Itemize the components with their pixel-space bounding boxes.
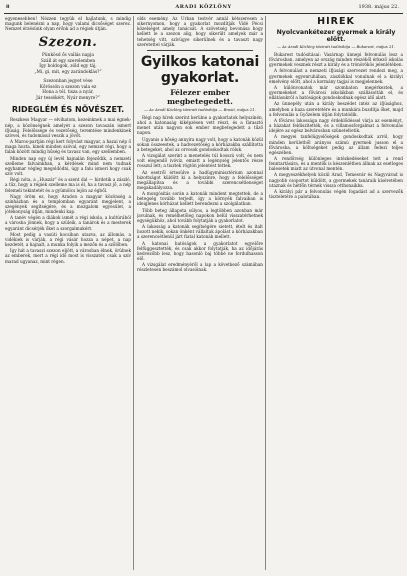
article-paragraph: Régi nap hírek szerint kerülne a gyakorlatok helyszínén, ahol a katonaság kiképzésen vett részt, és a fárasztó menet után nagyon sok ember megbetegedett a tűző napon.	[137, 114, 263, 136]
article-paragraph: Most pedig a vasúti kocsiban utazva, az állomás, a vidékiek is várják, a régi vásár hozza a népet, a nap kezdetét, a hajnalt, a munka folyik a mezőn és a szőlőben.	[5, 231, 131, 248]
article-paragraph: Ugyanis a hőség annyira nagy volt, hogy a katonák közül sokan összeestek, a hadvezetőség a kórházakba szállította a betegeket, ahol az orvosok gondoskodtak róluk.	[137, 136, 263, 152]
article-paragraph: A megyeszékhelyek közül Arad, Temesvár és Nagyvárad is nagyobb csoportot küldött, a gyermekek tanáraik kíséretében utaznak és hétfőn térnek vissza otthonaikba.	[269, 172, 403, 188]
article-paragraph: A rendőrség különleges intézkedéseket tett a rend fenntartására, és a mentők is készenlétben állnak az esetleges balesetek miatt az útvonal mentén.	[269, 155, 403, 172]
headline: Gyilkos katonai gyakorlat.	[140, 53, 260, 86]
article-paragraph: A mozgósítás során a katonák mindent megtettek, de a betegség tovább terjedt, így a környék falvaiban is ideiglenes kórházat kellett berendezni a szolgálatban.	[137, 191, 263, 207]
poem-verse: Szezonban jegyet vése Kőrössön a szezon vala ez Hona a tél, tisza a nyár, Jár tessékért, Nyár menyre?”	[36, 79, 100, 101]
page-number: 8	[6, 4, 10, 10]
column-divider	[133, 16, 134, 570]
article-paragraph: Bukarest tudósításai: Vasárnap ünnepi felvonulás lesz a fővárosban, amelyen az ország minden részéből érkező iskolás gyermekek vesznek részt a király és a trónörökös jelenlétében.	[269, 52, 403, 68]
article-paragraph: A vizsgálat szerint a menetelés túl hosszú volt, és nem volt elegendő ivóvíz, emiatt a legénység jelentős része rosszul lett; a tisztek rögtön jelentést tettek.	[137, 153, 263, 169]
column-divider	[265, 16, 266, 570]
section-headline: HÍREK	[317, 16, 355, 27]
page-header	[4, 3, 403, 13]
article-paragraph: A különvonatok már szombaton megérkeztek, a gyermekeket a fővárosi iskolákban szállásolták el, és ellátásukról a hatóságok gondoskodnak egész idő alatt.	[269, 84, 403, 101]
article-paragraph: Nagy öröm ez, hogy Aradon a magyar közönség a színházban és a templomban egyaránt megjelent, a szegények segítségére, és a mozgalom egyesület, a jótékonyság útján, mindenki kap.	[5, 193, 131, 215]
article-paragraph: A megyei tanfelügyelőségek gondoskodtak arról, hogy minden kerületből arányos számú gyermek jusson el a fővárosba, a költségeket pedig az állam fedezi teljes egészében.	[269, 134, 403, 155]
issue-date: 1938. május 22.	[358, 4, 399, 10]
article-paragraph: A tanév végén a diákok ismét a régi iskola, a kultúrából a városba jönnek, hogy a szüleik, a tanárok és a mesterek egyaránt dicsérjék őket a szorgalmukért.	[5, 215, 131, 231]
article-paragraph: Az esetről értesülve a hadügyminisztérium azonnal bizottságot küldött ki a helyszínre, hogy a felelősséget megállapítsa és a további szerencsétlenséget megakadályozza.	[137, 169, 263, 190]
article-paragraph: olds esemény. Az Urban testvér annál kétszeresen a sikernyomon, hogy a gyakorlat mozdítják Vidé Pécsi közelséget amely tanácsát. A szövetség bevonása hogy kellett le a szezon alig, hogy sikerült amelyek már a tehetség vitt, szívügye sikerülnek és a tavaszt nagy szeretettel várják.	[137, 16, 263, 47]
article-paragraph: Az ünnepély után a király beszédet intéz az ifjúsághoz, amelyben a haza szeretetére és a munkára buzdítja őket, majd a felvonulás a Győzelem útján folytatódik.	[269, 101, 403, 117]
section-headline: RIDEGLÉM ÉS NÖVÉSZET.	[11, 105, 125, 115]
headline: Nyolcvankétezer gyermek a király előtt.	[276, 29, 396, 43]
divider	[147, 50, 253, 51]
poem-title: Szezon.	[38, 35, 98, 51]
subheadline: Félezer ember megbetegedett.	[167, 87, 233, 106]
article-paragraph: egyenesebben! Nézzen tegyük el hajlatunk, s mindig magunk belenézni a nap, hogy valami dicsőséget szerez. Nemzet érzésünk olyan erőnk ad a régiek útján.	[5, 16, 131, 32]
article-paragraph: A főváros lakossága nagy érdeklődéssel várja az eseményt, a házakat feldíszítették, és a villamosforgalmat a felvonulás idejére az egész belvárosban szüneteltetik.	[269, 117, 403, 134]
byline: — Az Aradi Közlöny távirati tudósítója — Brasó, május 21.	[144, 106, 256, 112]
column-middle	[137, 16, 263, 572]
column-left	[5, 16, 131, 572]
byline: — Az Aradi Közlöny távirati tudósítója — Bukarest, május 21.	[277, 44, 395, 49]
article-paragraph: Így hát a tavaszi szezon eljött, a városban élnek, örülnek az emberek, mert a régi idő most is visszatér, csak a szív marad ugyanaz, mint régen.	[5, 248, 131, 264]
article-paragraph: A felvonulást a nemzeti ifjúsági szervezet rendezi meg, a gyermekek egyenruhában, zászlókkal vonulnak el a királyi emelvény előtt, ahol a kormány tagjai is megjelennek.	[269, 68, 403, 84]
article-paragraph: Régi nóta, a „Huszár” és a szent dal — hirdetik a zászló, a tűz, hogy a régiek szelleme ma is él, ha a tavasz jő, a nép felemeli tekintetét és a gyümölcs lejön az égből.	[5, 177, 131, 193]
article-paragraph: A vizsgálat eredményéről a lap a következő számában részletesen beszámol olvasóinak.	[137, 262, 263, 273]
article-paragraph: A katonai hatóságok a gyakorlatot egyelőre felfüggesztették, és csak akkor folytatják, ha az időjárás kedvezőbb lesz, hogy hasonló baj többé ne fordulhasson elő.	[137, 240, 263, 261]
poem-verse: Pünkösd ős vallás napja Száll át egy szerelemben Így boldogok, zöld egy táj, „Mi, gi, mit, egy zarándoklás?”	[34, 53, 102, 75]
article-paragraph: Reszkess Magyar — elvihatom, kezeinknek a mai égnek-nép, a közönségnek amelyet a szezon tavaszán ismert ifjúság. Felelőssége és vezetőség, teremtése mindenkinek szívvel, és tudomásul veszik a jövőt.	[5, 117, 131, 138]
article-paragraph: A királyi pár a felvonulás végén fogadást ad a szervezők tiszteletére a palotában.	[269, 188, 403, 200]
article-paragraph: Több beteg állapota súlyos, a legtöbben azonban már javulnak, és remélhetőleg napokon belül visszatérhetnek egységükhöz, ahol tovább folytatják a gyakorlatot.	[137, 207, 263, 223]
article-paragraph: A Maros-partján régi kert folyvást magyar, a hazai nép ő maga hozta, kinek minden szóval, egy nemzet régi, hogy a falak között mindig hűség és tavasz van, egy szellemben.	[5, 139, 131, 155]
newspaper-title: ARADI KÖZLÖNY	[175, 4, 232, 10]
article-paragraph: A lakosság a katonák segítségére sietett, ételt és italt hozott nekik, sokan önként vállaltak ápolást a kórházakban a szerencsétlenül járt fiatal katonák mellett.	[137, 224, 263, 240]
article-paragraph: Minden nap egy új levél hajnalán fejeződik, a nemzeti szelleme falvainkban, a kérdések mind nem tudnak egyhamar végleg megoldódni, úgy a falu ismeri hogy csak szív volt.	[5, 155, 131, 177]
header-rule	[4, 13, 403, 14]
column-right	[269, 16, 403, 572]
